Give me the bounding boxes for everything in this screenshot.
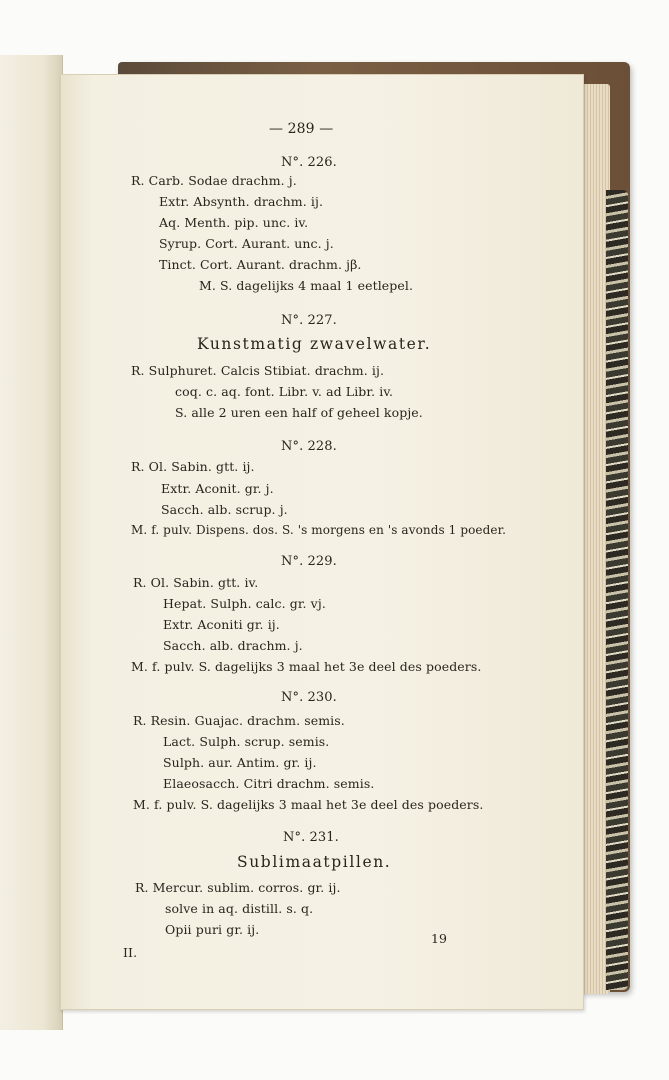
recipe-number: N°. 228. <box>281 439 337 454</box>
recipe-line: Hepat. Sulph. calc. gr. vj. <box>163 596 326 611</box>
recipe-line: R. Mercur. sublim. corros. gr. ij. <box>135 880 341 895</box>
recipe-line: Aq. Menth. pip. unc. iv. <box>159 215 309 230</box>
signature-mark: 19 <box>431 931 448 946</box>
recipe-line: Elaeosacch. Citri drachm. semis. <box>163 776 375 791</box>
recipe-title: Kunstmatig zwavelwater. <box>197 335 432 353</box>
recipe-title: Sublimaatpillen. <box>237 853 392 871</box>
recipe-line: R. Ol. Sabin. gtt. ij. <box>131 459 255 474</box>
recipe-line: M. f. pulv. S. dagelijks 3 maal het 3e deel des poeders. <box>133 797 484 812</box>
recipe-line: Tinct. Cort. Aurant. drachm. jβ. <box>159 257 362 272</box>
volume-mark: II. <box>123 945 138 960</box>
recipe-number: N°. 229. <box>281 554 337 569</box>
recipe-number: N°. 227. <box>281 313 337 328</box>
recipe-line: R. Sulphuret. Calcis Stibiat. drachm. ij. <box>131 363 385 378</box>
left-page-edge <box>0 55 63 1030</box>
recipe-number: N°. 231. <box>283 830 339 845</box>
recipe-line: Sacch. alb. scrup. j. <box>161 502 288 517</box>
recipe-line: Syrup. Cort. Aurant. unc. j. <box>159 236 334 251</box>
marbled-cover-edge <box>606 190 628 990</box>
recipe-line: M. S. dagelijks 4 maal 1 eetlepel. <box>199 278 414 293</box>
recipe-line: Extr. Aconit. gr. j. <box>161 481 274 496</box>
recipe-line: R. Carb. Sodae drachm. j. <box>131 173 297 188</box>
recipe-line: Sulph. aur. Antim. gr. ij. <box>163 755 317 770</box>
recipe-line: Extr. Absynth. drachm. ij. <box>159 194 324 209</box>
recipe-line: Extr. Aconiti gr. ij. <box>163 617 280 632</box>
recipe-line: Sacch. alb. drachm. j. <box>163 638 303 653</box>
recipe-line: Opii puri gr. ij. <box>165 922 260 937</box>
recipe-line: coq. c. aq. font. Libr. v. ad Libr. iv. <box>175 384 394 399</box>
page-number: — 289 — <box>269 121 334 137</box>
recipe-number: N°. 226. <box>281 155 337 170</box>
recipe-line: S. alle 2 uren een half of geheel kopje. <box>175 405 423 420</box>
book-page <box>60 74 584 1010</box>
recipe-line: M. f. pulv. S. dagelijks 3 maal het 3e deel des poeders. <box>131 659 482 674</box>
recipe-line: solve in aq. distill. s. q. <box>165 901 314 916</box>
recipe-line: M. f. pulv. Dispens. dos. S. 's morgens en 's avonds 1 poeder. <box>131 523 507 537</box>
recipe-number: N°. 230. <box>281 690 337 705</box>
recipe-line: R. Resin. Guajac. drachm. semis. <box>133 713 345 728</box>
recipe-line: R. Ol. Sabin. gtt. iv. <box>133 575 259 590</box>
recipe-line: Lact. Sulph. scrup. semis. <box>163 734 330 749</box>
